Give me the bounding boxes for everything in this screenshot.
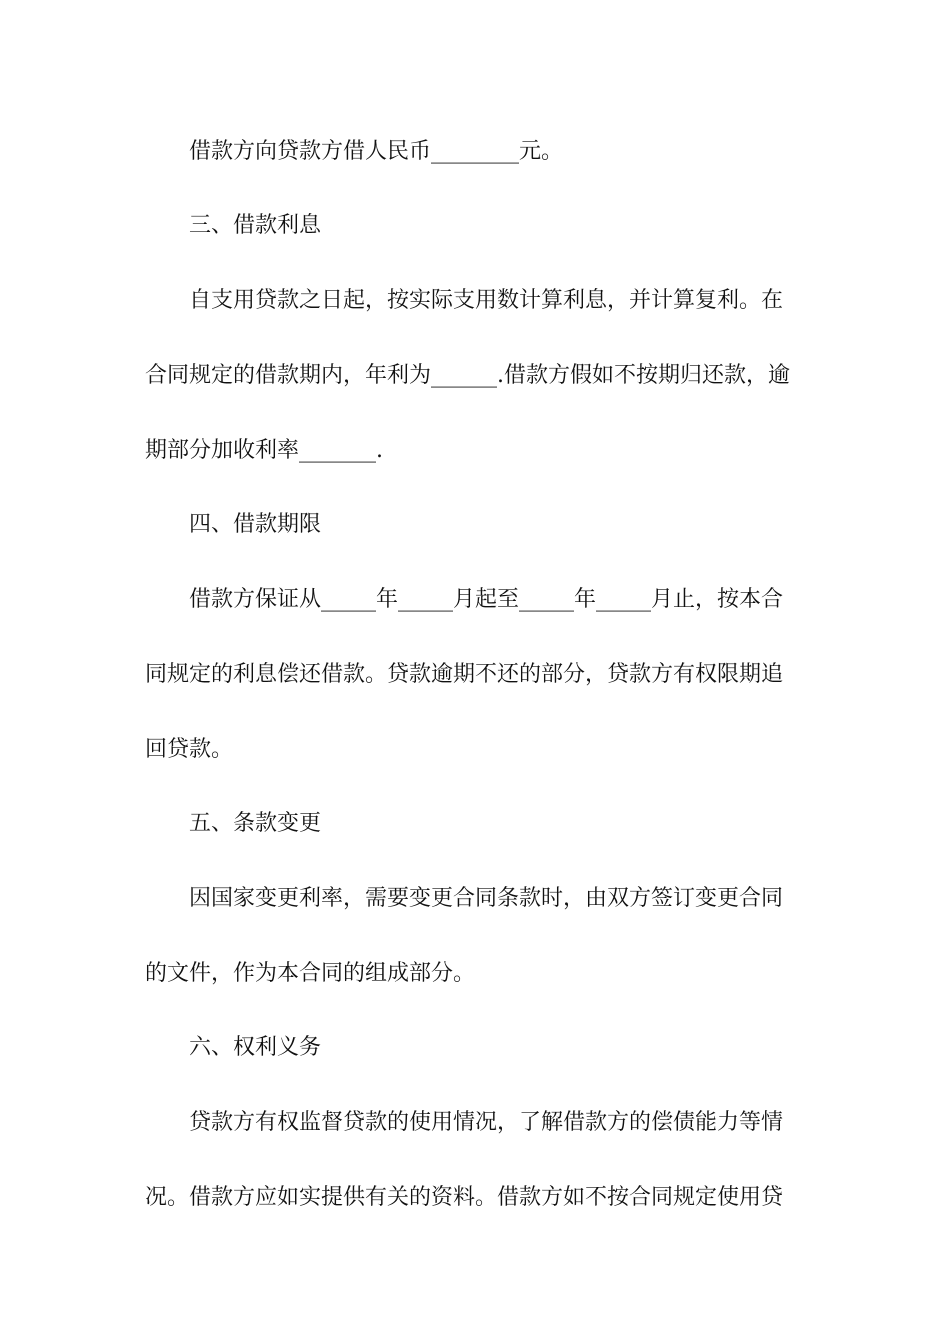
interest-clause-line-3: 期部分加收利率_______. (145, 438, 383, 463)
section-heading-interest: 三、借款利息 (189, 213, 322, 238)
section-heading-term: 四、借款期限 (189, 512, 322, 537)
rights-clause-line-2: 况。借款方应如实提供有关的资料。借款方如不按合同规定使用贷 (145, 1185, 784, 1210)
changes-clause-line-1: 因国家变更利率，需要变更合同条款时，由双方签订变更合同 (189, 886, 784, 911)
loan-amount-clause: 借款方向贷款方借人民币________元。 (189, 139, 564, 164)
interest-clause-line-1: 自支用贷款之日起，按实际支用数计算利息，并计算复利。在 (189, 288, 784, 313)
interest-clause-line-2: 合同规定的借款期内，年利为______.借款方假如不按期归还款，逾 (145, 363, 790, 388)
term-clause-line-1: 借款方保证从_____年_____月起至_____年_____月止，按本合 (189, 587, 784, 612)
term-clause-line-3: 回贷款。 (145, 737, 234, 762)
changes-clause-line-2: 的文件，作为本合同的组成部分。 (145, 961, 476, 986)
section-heading-changes: 五、条款变更 (189, 811, 322, 836)
section-heading-rights: 六、权利义务 (189, 1035, 322, 1060)
rights-clause-line-1: 贷款方有权监督贷款的使用情况，了解借款方的偿债能力等情 (189, 1110, 784, 1135)
term-clause-line-2: 同规定的利息偿还借款。贷款逾期不还的部分，贷款方有权限期追 (145, 662, 784, 687)
